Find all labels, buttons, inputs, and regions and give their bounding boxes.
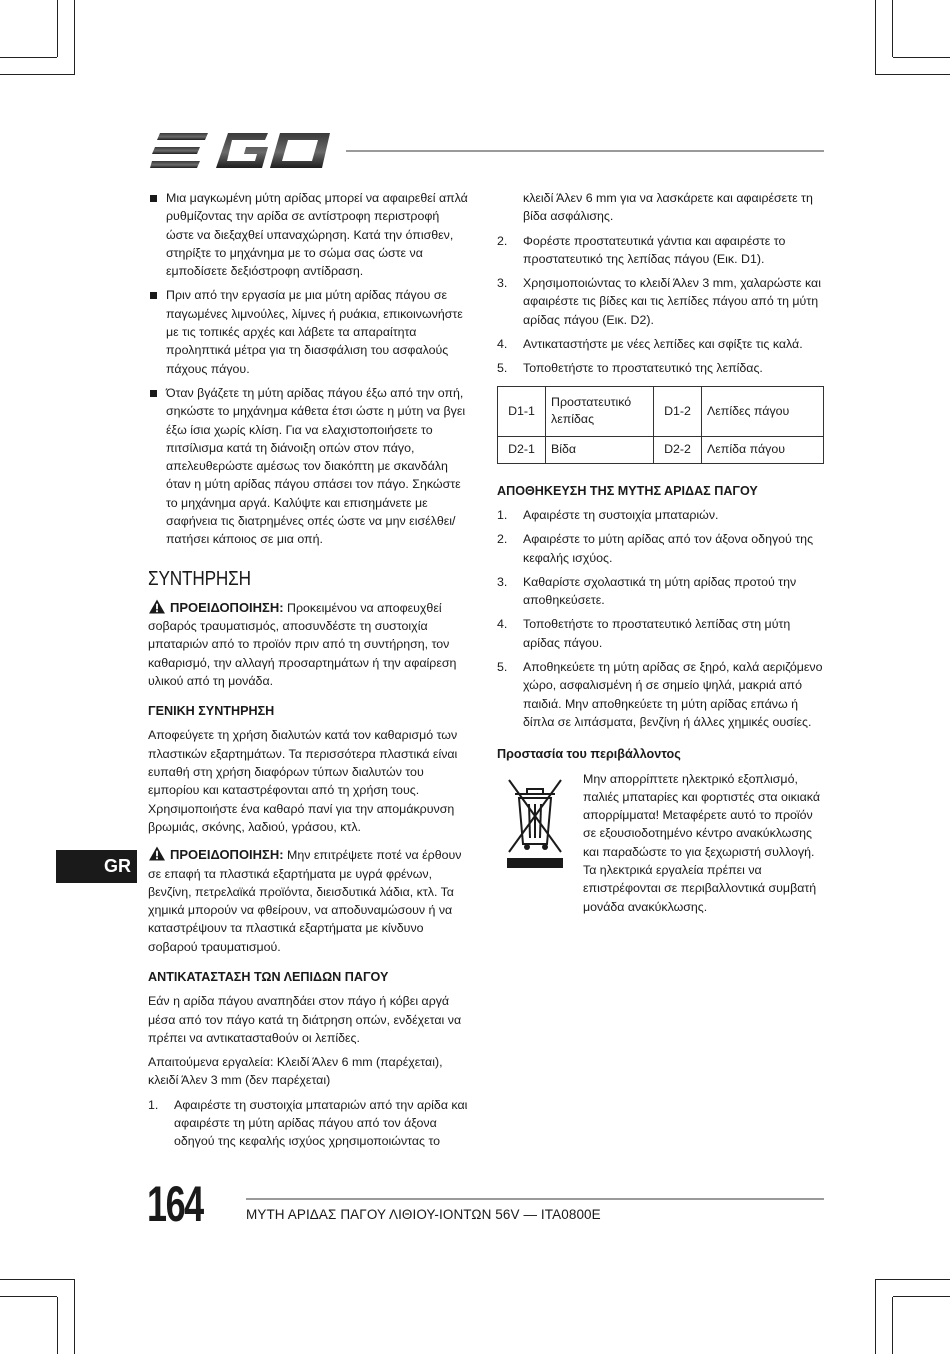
step-text: κλειδί Άλεν 6 mm για να λασκάρετε και αφαιρέσετε τη βίδα ασφάλισης. xyxy=(523,191,813,224)
step-number: 5. xyxy=(497,660,508,675)
language-tab: GR xyxy=(56,850,137,883)
crop-mark xyxy=(893,1296,950,1297)
warning-paragraph xyxy=(148,599,470,690)
step-number: 2. xyxy=(497,233,508,248)
page-number: 164 xyxy=(147,1176,203,1232)
bullet-square-icon xyxy=(150,195,157,202)
general-maintenance-text: Αποφεύγετε τη χρήση διαλυτών κατά τον καθαρισμό των πλαστικών εξαρτημάτων. Τα περισσότερα πλαστικά είναι ευπαθή στη χρήση διαφόρων τύπων διαλυτών του εμπορίου και καταστρέφονται από τη χρήση τους. Χρησιμοποιήστε ένα καθαρό πανί για την απομάκρυνση βρωμιάς, σκόνης, λαδιού, γράσου, κτλ. xyxy=(148,728,458,834)
numbered-step xyxy=(497,615,825,652)
replace-blades-text: Εάν η αρίδα πάγου αναπηδάει στον πάγο ή κόβει αργά μέσα από τον πάγο κατά τη διάτρηση οπών, ενδέχεται να πρέπει να αντικατασταθούν οι λεπίδες. xyxy=(148,994,462,1045)
crop-mark xyxy=(875,1279,950,1280)
left-column xyxy=(148,189,470,1157)
bullet-text: Πριν από την εργασία με μια μύτη αρίδας πάγου σε παγωμένες λιμνούλες, λίμνες ή ρυάκια, επικοινωνήστε με τις τοπικές αρχές και λάβετε τα απαραίτητα προληπτικά μέτρα για τη διασφάλιση του ασφαλούς πάχους πάγου. xyxy=(166,288,463,376)
step-text: Αντικαταστήστε με νέες λεπίδες και σφίξτε τις καλά. xyxy=(523,337,803,352)
environment-title: Προστασία του περιβάλλοντος xyxy=(497,747,681,762)
warning-triangle-icon xyxy=(148,599,166,614)
required-tools-text: Απαιτούμενα εργαλεία: Κλειδί Άλεν 6 mm (παρέχεται), κλειδί Άλεν 3 mm (δεν παρέχεται) xyxy=(148,1055,443,1088)
step-text: Αφαιρέστε τη συστοιχία μπαταριών. xyxy=(523,507,719,522)
crop-mark xyxy=(875,74,950,75)
crossed-out-bin-icon xyxy=(505,774,567,870)
step-text: Χρησιμοποιώντας το κλειδί Άλεν 3 mm, χαλαρώστε και αφαιρέστε τις βίδες και τις λεπίδες πάγου από τη μύτη αρίδας πάγου (Εικ. D2). xyxy=(523,276,821,327)
replace-blades-title: ΑΝΤΙΚΑΤΑΣΤΑΣΗ ΤΩΝ ΛΕΠΙΔΩΝ ΠΑΓΟΥ xyxy=(148,969,389,984)
crop-mark xyxy=(892,1297,893,1354)
numbered-step xyxy=(497,359,825,377)
environment-text: Μην απορρίπτετε ηλεκτρικό εξοπλισμό, παλιές μπαταρίες και φορτιστές στα οικιακά απορρίμματα! Μεταφέρετε αυτό το προϊόν σε εξουσιοδοτημένο κέντρο ανακύκλωσης και παραδώστε το για ξεχωριστή συλλογή. Τα ηλεκτρικά εργαλεία πρέπει να επιστρέφονται σε περιβαλλοντικά συμβατή μονάδα ανακύκλωσης. xyxy=(583,771,820,914)
step-text: Καθαρίστε σχολαστικά τη μύτη αρίδας προτού την αποθηκεύσετε. xyxy=(523,574,797,608)
numbered-step xyxy=(497,506,825,524)
step-number: 1. xyxy=(497,507,508,522)
bullet-item xyxy=(148,286,470,377)
crop-mark xyxy=(0,74,75,75)
table-cell: Βίδα xyxy=(546,436,654,463)
bullet-item xyxy=(148,384,470,549)
general-maintenance-title: ΓΕΝΙΚΗ ΣΥΝΤΗΡΗΣΗ xyxy=(148,704,275,719)
parts-table xyxy=(497,386,824,464)
numbered-step xyxy=(497,658,825,731)
maintenance-title: ΣΥΝΤΗΡΗΣΗ xyxy=(148,567,251,590)
table-row xyxy=(498,436,824,463)
numbered-step xyxy=(497,573,825,610)
crop-mark xyxy=(892,0,893,57)
step-number: 4. xyxy=(497,337,508,352)
step-number: 3. xyxy=(497,574,508,589)
numbered-step xyxy=(497,232,825,269)
footer-title: ΜΥΤΗ ΑΡΙΔΑΣ ΠΑΓΟΥ ΛΙΘΙΟΥ-ΙΟΝΤΩΝ 56V — ITA0800E xyxy=(246,1207,601,1222)
warning-triangle-icon xyxy=(148,846,166,861)
step-text: Τοποθετήστε το προστατευτικό λεπίδας στη μύτη αρίδας πάγου. xyxy=(523,617,791,650)
step-text: Τοποθετήστε το προστατευτικό της λεπίδας. xyxy=(523,361,763,376)
bullet-text: Όταν βγάζετε τη μύτη αρίδας πάγου έξω από την οπή, σηκώστε το μηχάνημα κάθετα έτσι ώστε η μύτη να βγει έξω ίσια χωρίς κλίση. Για να ελαχιστοποιήσετε το πιτσίλισμα κατά τη διάνοιξη οπών στον πάγο, απελευθερώστε αμέσως τον διακόπτη με σκανδάλη όταν η μύτη αρίδας πάγου σπάσει τον πάγο. Σηκώστε το μηχάνημα αργά. Καλύψτε και επισημάνετε με σαφήνεια τις διατρημένες οπές ώστε να μην εισέλθει/πατήσει κάποιος σε μια οπή. xyxy=(166,385,466,547)
warning-label: ΠΡΟΕΙΔΟΠΟΙΗΣΗ: xyxy=(170,599,284,615)
right-column xyxy=(497,189,825,930)
step-number: 5. xyxy=(497,361,508,376)
table-cell: D1-2 xyxy=(654,386,702,436)
warning-label: ΠΡΟΕΙΔΟΠΟΙΗΣΗ: xyxy=(170,847,284,863)
bullet-square-icon xyxy=(150,390,157,397)
crop-mark xyxy=(57,0,58,57)
numbered-step-continuation xyxy=(497,189,825,226)
storage-title: ΑΠΟΘΗΚΕΥΣΗ ΤΗΣ ΜΥΤΗΣ ΑΡΙΔΑΣ ΠΑΓΟΥ xyxy=(497,483,758,498)
table-cell: Προστατευτικό λεπίδας xyxy=(546,386,654,436)
crop-mark xyxy=(0,1296,57,1297)
crop-mark xyxy=(893,57,950,58)
bullet-item xyxy=(148,189,470,280)
numbered-step xyxy=(497,274,825,329)
numbered-step xyxy=(497,530,825,567)
bullet-square-icon xyxy=(150,292,157,299)
table-cell: Λεπίδα πάγου xyxy=(702,436,824,463)
table-row xyxy=(498,386,824,436)
numbered-step xyxy=(497,335,825,353)
step-text: Φορέστε προστατευτικά γάντια και αφαιρέστε το προστατευτικό της λεπίδας πάγου (Εικ. D1). xyxy=(523,233,786,266)
table-cell: D2-1 xyxy=(498,436,546,463)
numbered-step xyxy=(148,1096,470,1151)
ego-logo xyxy=(150,131,332,171)
crop-mark xyxy=(74,1279,75,1354)
header-rule xyxy=(346,150,824,152)
step-number: 3. xyxy=(497,276,508,291)
step-text: Αφαιρέστε το μύτη αρίδας από τον άξονα οδηγού της κεφαλής ισχύος. xyxy=(523,532,814,565)
footer-rule xyxy=(246,1198,824,1200)
bullet-text: Μια μαγκωμένη μύτη αρίδας μπορεί να αφαιρεθεί απλά ρυθμίζοντας την αρίδα σε αντίστροφη περιστροφή ώστε να διεξαχθεί υπαναχώρηση. Κατά την όπισθεν, στηρίξτε το μηχάνημα με το σώμα σας ώστε να εμποδίσετε δεξιόστροφη αντίδραση. xyxy=(166,191,468,279)
step-text: Αποθηκεύετε τη μύτη αρίδας σε ξηρό, καλά αεριζόμενο χώρο, ασφαλισμένη ή σε σημείο ψηλά, μακριά από παιδιά. Μην αποθηκεύετε τη μύτη αρίδας επάνω ή δίπλα σε λιπάσματα, βενζίνη ή άλλες χημικές ουσίες. xyxy=(523,660,823,729)
crop-mark xyxy=(57,1297,58,1354)
crop-mark xyxy=(875,1279,876,1354)
table-cell: Λεπίδες πάγου xyxy=(702,386,824,436)
crop-mark xyxy=(0,57,57,58)
crop-mark xyxy=(0,1279,75,1280)
step-number: 1. xyxy=(148,1097,159,1112)
warning-text: Μην επιτρέψετε ποτέ να έρθουν σε επαφή τα πλαστικά εξαρτήματα με υγρά φρένων, βενζίνη, πετρελαϊκά προϊόντα, διεισδυτικά λάδια, κτλ. Τα χημικά μπορούν να φθείρουν, να αποδυναμώσουν ή να καταστρέψουν τα πλαστικά εξαρτήματα με κίνδυνο σοβαρού τραυματισμού. xyxy=(148,848,462,954)
step-number: 2. xyxy=(497,532,508,547)
table-cell: D2-2 xyxy=(654,436,702,463)
warning-text: Προκειμένου να αποφευχθεί σοβαρός τραυματισμός, αποσυνδέστε τη συστοιχία μπαταριών από το προϊόν πριν από τη συντήρηση, τον καθαρισμό, την αλλαγή προσαρτημάτων ή την αφαίρεση υλικού από τη μονάδα. xyxy=(148,600,457,688)
step-text: Αφαιρέστε τη συστοιχία μπαταριών από την αρίδα και αφαιρέστε τη μύτη αρίδας πάγου από τον άξονα οδηγού της κεφαλής ισχύος χρησιμοποιώντας το xyxy=(174,1097,468,1149)
table-cell: D1-1 xyxy=(498,386,546,436)
crop-mark xyxy=(875,0,876,75)
crop-mark xyxy=(74,0,75,75)
step-number: 4. xyxy=(497,617,508,632)
environment-block xyxy=(497,770,825,930)
warning-paragraph xyxy=(148,846,470,956)
